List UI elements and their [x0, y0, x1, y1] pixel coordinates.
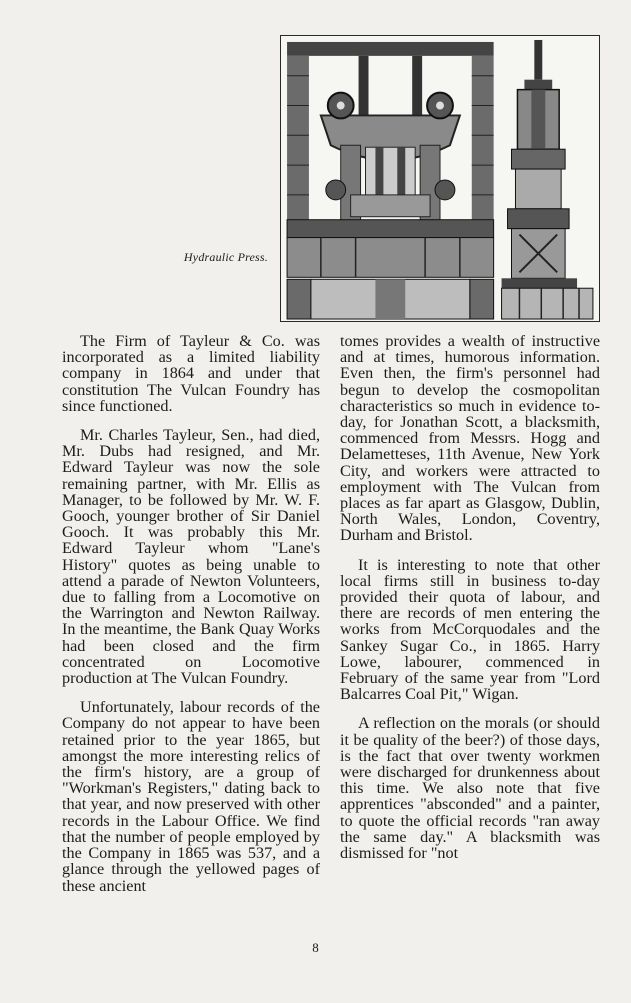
figure-caption: Hydraulic Press.: [183, 250, 268, 264]
paragraph: The Firm of Tayleur & Co. was incorporated as a limited liability company in 1864 and under that constitution The Vulcan Foundry has since functioned.: [62, 332, 320, 415]
paragraph: A reflection on the morals (or should it be quality of the beer?) of those days, is the fact that over twenty workmen were discharged for drunkenness about this time. We also note that five apprentices "absconded" and a painter, to quote the official records "ran away the same day." A blacksmith was dismissed for "not: [340, 714, 600, 863]
paragraph: Unfortunately, labour records of the Company do not appear to have been retained prior to the year 1865, but amongst the more interesting relics of the firm's history, are a group of "Workman's Registers," dating back to that year, and now preserved with other records in the Labour Office. We find that the number of people employed by the Company in 1865 was 537, and a glance through the yellowed pages of these ancient: [62, 698, 320, 895]
paragraph: tomes provides a wealth of instructive and at times, humorous information. Even then, the firm's personnel had begun to develop the cosmopolitan characteristics so much in evidence to-day, for Jonathan Scott, a blacksmith, commenced from Messrs. Hogg and Delametteses, 11th Avenue, New York City, and workers were attracted to employment with The Vulcan from places as far apart as Glasgow, Dublin, North Wales, London, Coventry, Durham and Bristol.: [340, 332, 600, 545]
paragraph: Mr. Charles Tayleur, Sen., had died, Mr. Dubs had resigned, and Mr. Edward Tayleur was now the sole remaining partner, with Mr. Ellis as Manager, to be followed by Mr. W. F. Gooch, younger brother of Sir Daniel Gooch. It was probably this Mr. Edward Tayleur whom "Lane's History" quotes as being unable to attend a parade of Newton Volunteers, due to falling from a Locomotive on the Warrington and Newton Railway. In the meantime, the Bank Quay Works had been closed and the firm concentrated on Locomotive production at The Vulcan Foundry.: [62, 426, 320, 688]
paragraph: It is interesting to note that other local firms still in business to-day provided their quota of labour, and there are records of men entering the works from McCorquodales and the Sankey Sugar Co., in 1865. Harry Lowe, labourer, commenced in February of the same year from "Lord Balcarres Coal Pit," Wigan.: [340, 555, 600, 704]
page-number: 8: [312, 940, 319, 955]
right-column: [340, 333, 600, 874]
left-column: [62, 333, 320, 907]
hydraulic-press-illustration: [280, 35, 600, 322]
